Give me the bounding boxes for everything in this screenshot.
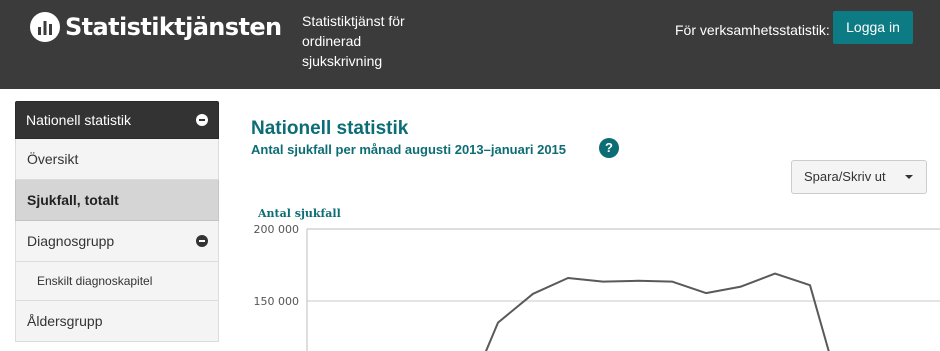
y-axis-label: Antal sjukfall [258, 207, 341, 220]
tagline-line: sjukskrivning [302, 53, 383, 69]
series-layer [460, 274, 837, 351]
help-question-icon[interactable]: ? [599, 138, 619, 158]
tagline-line: Statistiktjänst för [302, 13, 405, 29]
sidebar-item-label: Översikt [27, 151, 79, 167]
sidebar-header-label: Nationell statistik [26, 112, 132, 128]
tagline-line: ordinerad [302, 33, 362, 49]
chart-grid [307, 229, 940, 351]
page-subtitle: Antal sjukfall per månad augusti 2013–januari 2015 [251, 142, 567, 157]
series-line [460, 274, 837, 351]
sidebar-item-label: Sjukfall, totalt [27, 192, 119, 208]
sidebar-item-label: Enskilt diagnoskapitel [37, 274, 153, 288]
y-tick-label: 200 000 [253, 223, 299, 236]
save-print-label: Spara/Skriv ut [804, 169, 886, 184]
verksamhetsstatistik-label: För verksamhetsstatistik: [675, 22, 830, 38]
sidebar-item-label: Diagnosgrupp [27, 233, 115, 249]
page-title: Nationell statistik [251, 118, 409, 139]
login-button[interactable]: Logga in [833, 11, 913, 44]
y-axis-ticks [254, 223, 300, 308]
sidebar-item-label: Åldersgrupp [27, 313, 103, 329]
y-tick-label: 150 000 [253, 295, 299, 308]
logo-text: Statistiktjänsten [65, 13, 282, 41]
